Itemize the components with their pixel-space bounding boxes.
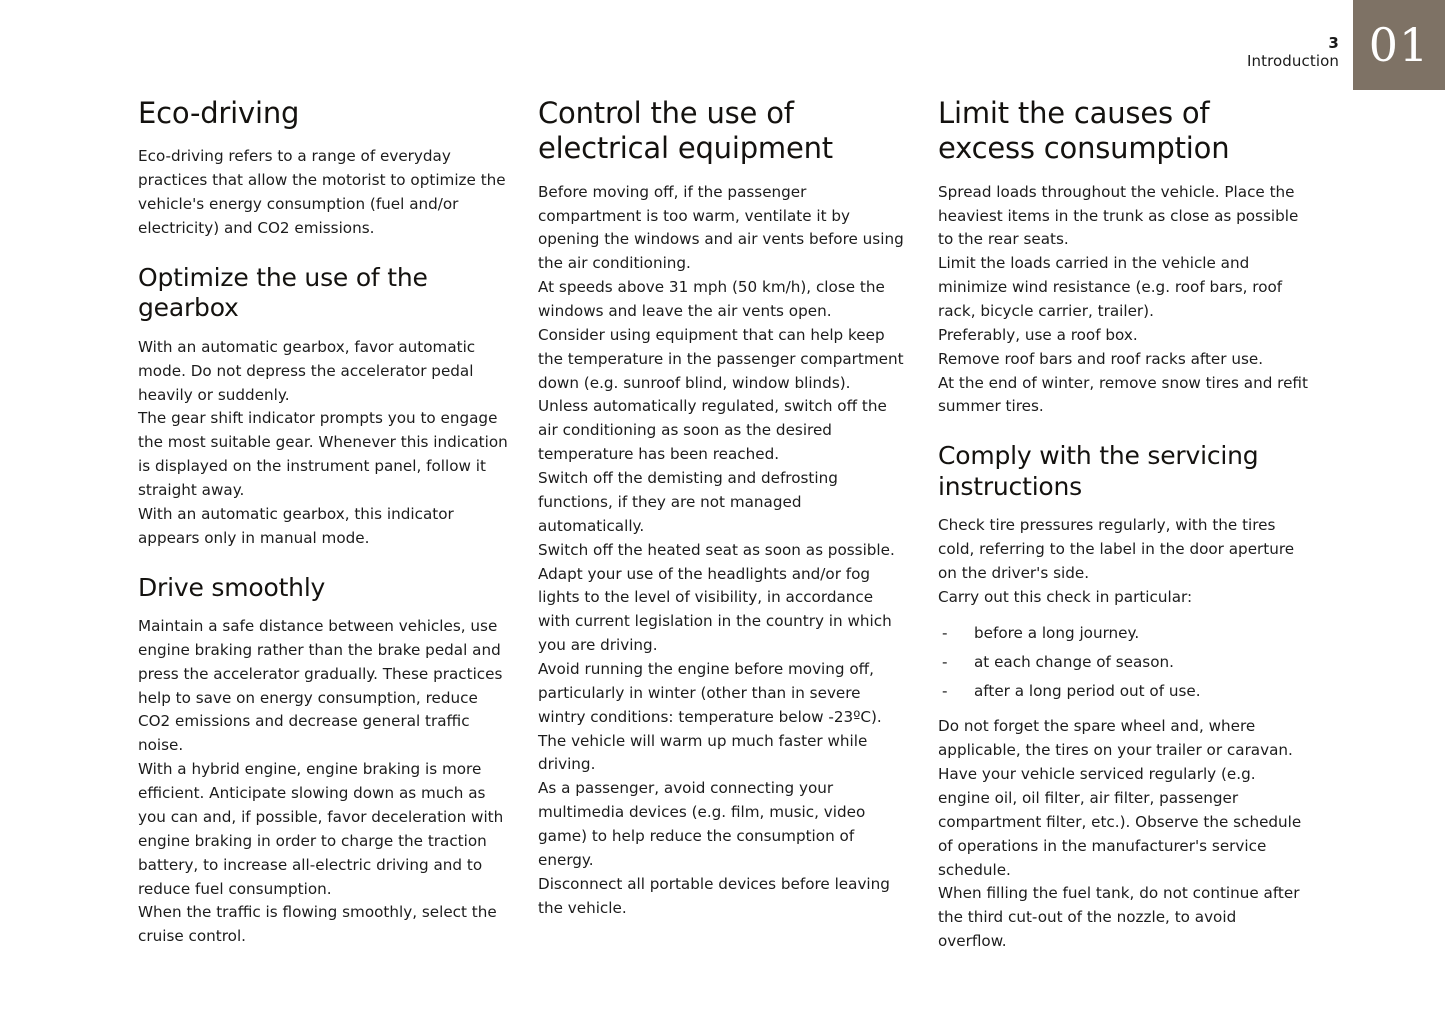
content-columns [138, 96, 1349, 954]
paragraph: Maintain a safe distance between vehicles, use engine braking rather than the brake pedal and press the accelerator gradually. These practices help to save on energy consumption, reduce CO2 emissions and decrease general traffic noise. [138, 617, 503, 755]
section-heading: Eco-driving [138, 96, 300, 130]
paragraph: Carry out this check in particular: [938, 587, 1193, 606]
paragraph: Unless automatically regulated, switch off the air conditioning as soon as the desired temperature has been reached. [538, 397, 887, 464]
paragraph: Before moving off, if the passenger compartment is too warm, ventilate it by opening the windows and air vents before using the air conditioning. [538, 182, 904, 273]
header-text-group [1247, 0, 1353, 70]
paragraph: With an automatic gearbox, favor automatic mode. Do not depress the accelerator pedal heavily or suddenly. [138, 337, 476, 404]
section-heading: Limit the causes of excess consumption [938, 96, 1230, 166]
paragraph: As a passenger, avoid connecting your multimedia devices (e.g. film, music, video game) to help reduce the consumption of energy. [538, 779, 866, 869]
chapter-tab [1353, 0, 1445, 90]
paragraph: Eco-driving refers to a range of everyday practices that allow the motorist to optimize the vehicle's energy consumption (fuel and/or electricity) and CO2 emissions. [138, 147, 506, 237]
section-title: Introduction [1246, 52, 1339, 70]
paragraph: Preferably, use a roof box. [938, 325, 1138, 344]
page-number: 3 [1328, 34, 1339, 52]
paragraph: Limit the loads carried in the vehicle and minimize wind resistance (e.g. roof bars, roof rack, bicycle carrier, trailer). [938, 254, 1283, 321]
paragraph: With a hybrid engine, engine braking is more efficient. Anticipate slowing down as much as you can and, if possible, favor deceleration with engine braking in order to charge the traction battery, to increase all-electric driving and to reduce fuel consumption. [138, 760, 504, 898]
paragraph: Have your vehicle serviced regularly (e.g. engine oil, oil filter, air filter, passenger compartment filter, etc.). Observe the schedule of operations in the manufacturer's service schedule. [938, 765, 1302, 879]
paragraph: When the traffic is flowing smoothly, select the cruise control. [138, 903, 497, 946]
list-item-label: before a long journey. [974, 623, 1140, 642]
paragraph: At the end of winter, remove snow tires and refit summer tires. [938, 373, 1308, 416]
list-item-label: at each change of season. [974, 652, 1174, 671]
paragraph: Spread loads throughout the vehicle. Place the heaviest items in the trunk as close as possible to the rear seats. [938, 182, 1299, 249]
dash-bullet-icon: - [942, 652, 948, 671]
paragraph: With an automatic gearbox, this indicator appears only in manual mode. [138, 504, 454, 547]
sub-heading: Drive smoothly [138, 572, 326, 602]
page-header [1247, 0, 1445, 90]
list-item [938, 622, 1308, 646]
paragraph: The gear shift indicator prompts you to engage the most suitable gear. Whenever this indication is displayed on the instrument panel, follow it straight away. [138, 409, 508, 499]
paragraph: At speeds above 31 mph (50 km/h), close the windows and leave the air vents open. [538, 278, 885, 321]
sub-heading: Comply with the servicing instructions [938, 441, 1259, 501]
sub-heading: Optimize the use of the gearbox [138, 262, 428, 323]
dash-bullet-icon: - [942, 623, 948, 642]
list-item [938, 680, 1308, 704]
paragraph: Consider using equipment that can help keep the temperature in the passenger compartment down (e.g. sunroof blind, window blinds). [538, 325, 904, 392]
column-1 [138, 96, 508, 954]
paragraph: Do not forget the spare wheel and, where applicable, the tires on your trailer or caravan. [938, 717, 1293, 760]
paragraph: Switch off the demisting and defrosting functions, if they are not managed automatically. [538, 469, 838, 535]
paragraph: Adapt your use of the headlights and/or fog lights to the level of visibility, in accordance with current legislation in the country in which you are driving. [538, 564, 892, 655]
column-3 [938, 96, 1308, 954]
list-item [938, 651, 1308, 675]
dash-bullet-icon: - [942, 681, 948, 700]
chapter-number: 01 [1368, 18, 1430, 72]
column-2 [538, 96, 908, 954]
paragraph: Remove roof bars and roof racks after use. [938, 349, 1264, 368]
paragraph: When filling the fuel tank, do not continue after the third cut-out of the nozzle, to avoid overflow. [938, 884, 1300, 951]
bullet-list [938, 622, 1308, 704]
list-item-label: after a long period out of use. [974, 681, 1201, 700]
section-heading: Control the use of electrical equipment [538, 96, 833, 166]
paragraph: Check tire pressures regularly, with the tires cold, referring to the label in the door aperture on the driver's side. [938, 516, 1295, 583]
paragraph: Avoid running the engine before moving off, particularly in winter (other than in severe wintry conditions: temperature below -23ºC). The vehicle will warm up much faster while driving. [538, 659, 882, 774]
paragraph: Disconnect all portable devices before leaving the vehicle. [538, 874, 890, 917]
paragraph: Switch off the heated seat as soon as possible. [538, 540, 895, 559]
